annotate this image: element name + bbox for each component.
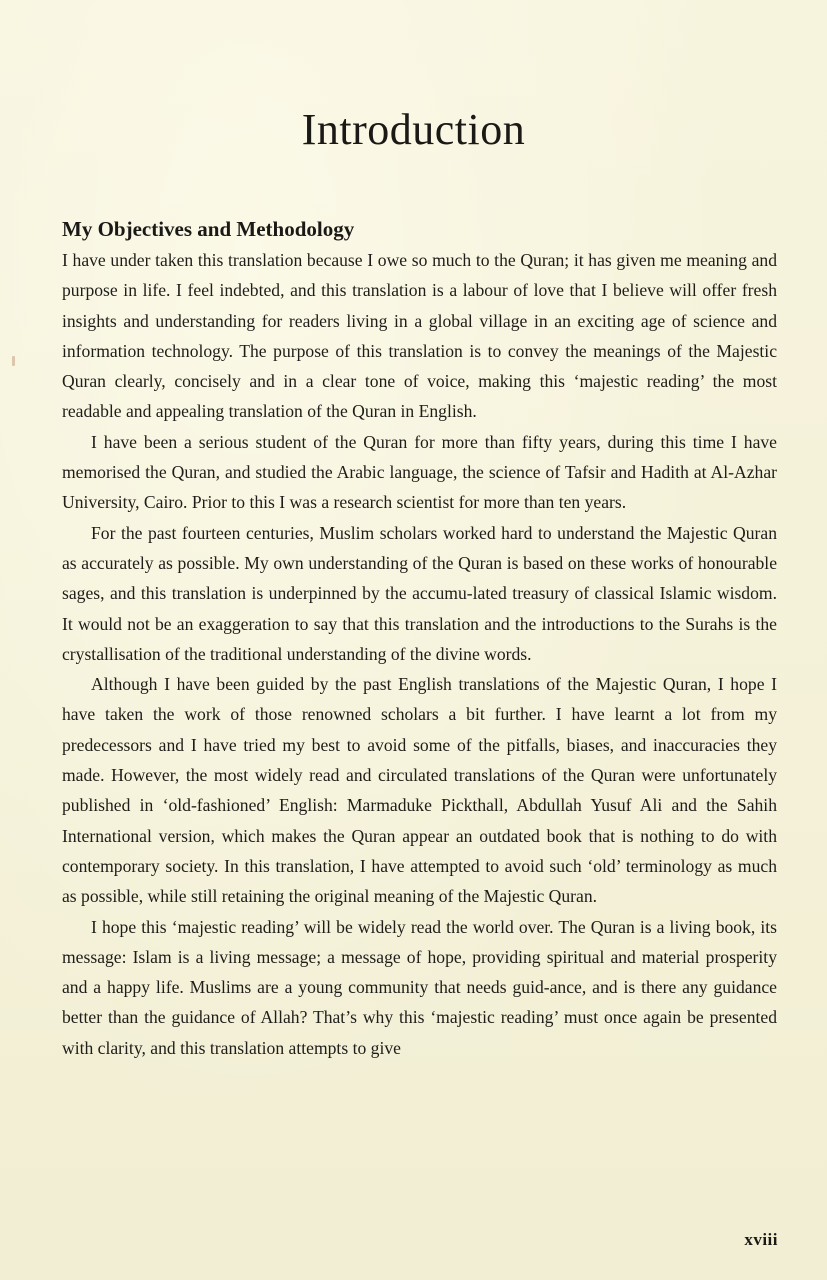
section-heading: My Objectives and Methodology — [62, 217, 355, 241]
paragraph-1: I have under taken this translation because I owe so much to the Quran; it has given me meaning and purpose in life. I feel indebted, and this translation is a labour of love that I believe will offer fresh insights and understanding for readers living in a global village in an exciting age of science and information technology. The purpose of this translation is to convey the meanings of the Majestic Quran clearly, concisely and in a clear tone of voice, making this ‘majestic reading’ the most readable and appealing translation of the Quran in English. — [62, 250, 777, 422]
paragraph-4: Although I have been guided by the past English translations of the Majestic Quran, I hope I have taken the work of those renowned scholars a bit further. I have learnt a lot from my predecessors and I have tried my best to avoid some of the pitfalls, biases, and inaccuracies they made. However, the most widely read and circulated translations of the Quran were unfortunately published in ‘old-fashioned’ English: Marmaduke Pickthall, Abdullah Yusuf Ali and the Sahih International version, which makes the Quran appear an outdated book that is nothing to do with contemporary society. In this translation, I have attempted to avoid such ‘old’ terminology as much as possible, while still retaining the original meaning of the Majestic Quran. — [62, 674, 777, 907]
page-number: xviii — [744, 1230, 778, 1249]
margin-mark — [12, 356, 15, 366]
paragraph-3: For the past fourteen centuries, Muslim scholars worked hard to understand the Majestic Quran as accurately as possible. My own understanding of the Quran is based on these works of honourable sages, and this translation is underpinned by the accumu-lated treasury of classical Islamic wisdom. It would not be an exaggeration to say that this translation and the introductions to the Surahs is the crystallisation of the traditional understanding of the divine words. — [62, 522, 777, 664]
paragraph-2: I have been a serious student of the Quran for more than fifty years, during this time I have memorised the Quran, and studied the Arabic language, the science of Tafsir and Hadith at Al-Azhar University, Cairo. Prior to this I was a research scientist for more than ten years. — [62, 431, 777, 513]
paragraph-5: I hope this ‘majestic reading’ will be widely read the world over. The Quran is a living book, its message: Islam is a living message; a message of hope, providing spiritual and material prosperity and a happy life. Muslims are a young community that needs guid-ance, and is there any guidance better than the guidance of Allah? That’s why this ‘majestic reading’ must once again be presented with clarity, and this translation attempts to give — [62, 916, 777, 1058]
page-title: Introduction — [301, 105, 526, 154]
body-text — [62, 245, 777, 1063]
